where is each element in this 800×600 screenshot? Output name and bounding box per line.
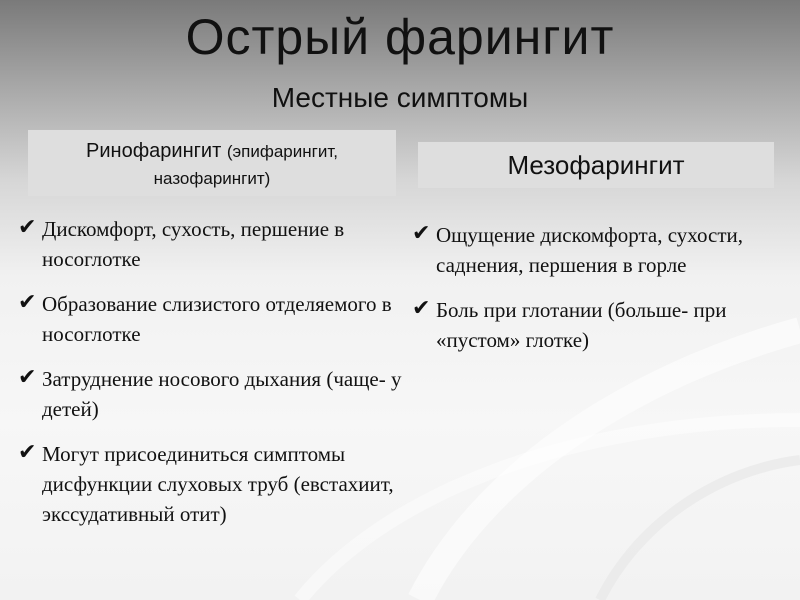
checkmark-icon: ✔ [412, 296, 431, 321]
checkmark-icon: ✔ [18, 365, 37, 390]
list-item [18, 214, 410, 274]
list-item [18, 289, 410, 349]
checkmark-icon: ✔ [18, 215, 37, 240]
mesopharyngitis-header: Мезофарингит [418, 142, 774, 188]
list-item-text: Ощущение дискомфорта, сухости, саднения, першения в горле [436, 223, 743, 277]
checkmark-icon: ✔ [18, 290, 37, 315]
list-item-text: Дискомфорт, сухость, першение в носоглотке [42, 217, 345, 271]
rhinopharyngitis-symptom-list [18, 214, 410, 544]
slide-title: Острый фарингит [185, 9, 615, 65]
rhinopharyngitis-header-paren2: назофарингит) [153, 169, 271, 188]
list-item-text: Могут присоединиться симптомы дисфункции слуховых труб (евстахиит, экссудативный отит) [42, 442, 394, 526]
rhinopharyngitis-header [28, 130, 396, 196]
rhinopharyngitis-header-paren1: (эпифарингит, [226, 142, 338, 161]
list-item [412, 295, 782, 355]
mesopharyngitis-symptom-list [412, 220, 782, 370]
rhinopharyngitis-header-main: Ринофарингит [86, 140, 222, 162]
list-item [18, 439, 410, 529]
rhinopharyngitis-header-line1 [28, 138, 396, 165]
list-item [18, 364, 410, 424]
checkmark-icon: ✔ [412, 221, 431, 246]
list-item-text: Образование слизистого отделяемого в носоглотке [42, 292, 392, 346]
list-item-text: Боль при глотании (больше- при «пустом» глотке) [436, 298, 727, 352]
slide-subtitle: Местные симптомы [271, 82, 529, 113]
list-item-text: Затруднение носового дыхания (чаще- у детей) [42, 367, 402, 421]
checkmark-icon: ✔ [18, 440, 37, 465]
list-item [412, 220, 782, 280]
